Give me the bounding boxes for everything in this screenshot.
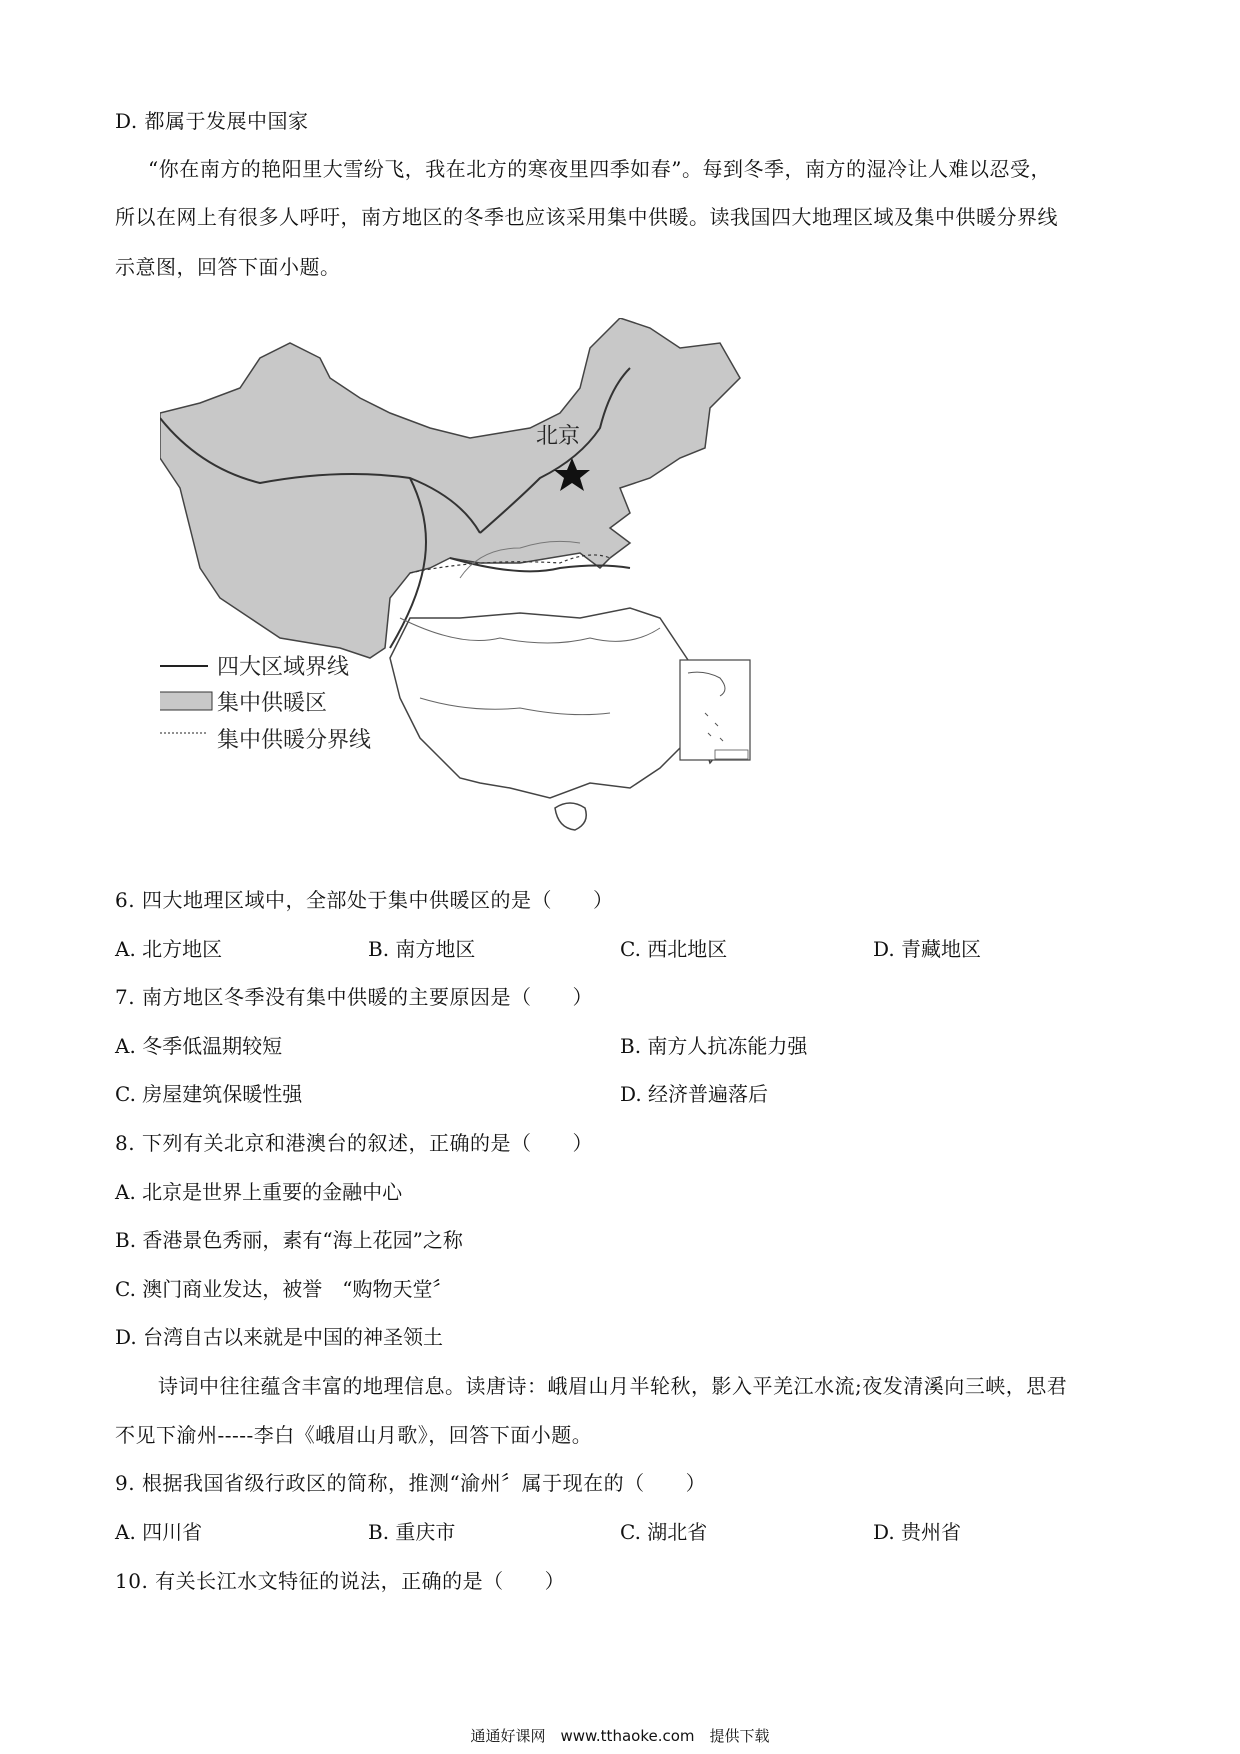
passage1-line2: 所以在网上有很多人呼吁，南方地区的冬季也应该采用集中供暖。读我国四大地理区域及集中供暖分界线	[115, 205, 1058, 229]
q9-option-d: D. 贵州省	[873, 1520, 962, 1544]
passage1-line3: 示意图，回答下面小题。	[115, 255, 341, 279]
previous-option-d: D. 都属于发展中国家	[115, 109, 309, 133]
q10-stem: 10. 有关长江水文特征的说法，正确的是（ ）	[115, 1569, 566, 1593]
q7-option-b: B. 南方人抗冻能力强	[620, 1034, 808, 1058]
q7-option-a: A. 冬季低温期较短	[115, 1034, 283, 1058]
q7-option-d: D. 经济普遍落后	[620, 1082, 769, 1106]
q6-option-c: C. 西北地区	[620, 937, 728, 961]
q8-option-a: A. 北京是世界上重要的金融中心	[115, 1180, 403, 1204]
south-china-sea-inset	[680, 660, 750, 760]
q8-option-c: C. 澳门商业发达，被誉 “购物天堂〞	[115, 1277, 453, 1301]
hainan-island	[555, 803, 586, 830]
q9-stem: 9. 根据我国省级行政区的简称，推测“渝州〞属于现在的（ ）	[115, 1471, 707, 1495]
q6-option-a: A. 北方地区	[115, 937, 223, 961]
china-heating-map	[160, 318, 860, 858]
heating-zone-shape	[160, 318, 740, 658]
q8-stem: 8. 下列有关北京和港澳台的叙述，正确的是（ ）	[115, 1131, 593, 1155]
q8-option-b: B. 香港景色秀丽，素有“海上花园”之称	[115, 1228, 463, 1252]
inset-caption-box	[715, 750, 748, 759]
q9-option-b: B. 重庆市	[368, 1520, 456, 1544]
q6-option-b: B. 南方地区	[368, 937, 476, 961]
q6-stem: 6. 四大地理区域中，全部处于集中供暖区的是（ ）	[115, 888, 614, 912]
legend-heating-boundary-label: 集中供暖分界线	[217, 728, 372, 753]
q9-option-a: A. 四川省	[115, 1520, 203, 1544]
q9-option-c: C. 湖北省	[620, 1520, 708, 1544]
passage2-line2: 不见下渝州-----李白《峨眉山月歌》，回答下面小题。	[115, 1423, 593, 1447]
page-footer: 通通好课网 www.tthaoke.com 提供下载	[470, 1727, 770, 1745]
beijing-label: 北京	[536, 424, 581, 449]
legend-region-boundary-label: 四大区域界线	[217, 655, 350, 680]
legend-heating-zone-swatch	[160, 692, 212, 710]
q7-option-c: C. 房屋建筑保暖性强	[115, 1082, 303, 1106]
q7-stem: 7. 南方地区冬季没有集中供暖的主要原因是（ ）	[115, 985, 593, 1009]
passage2-line1: 诗词中往往蕴含丰富的地理信息。读唐诗：峨眉山月半轮秋，影入平羌江水流;夜发清溪向三峡，思君	[158, 1374, 1068, 1398]
passage1-line1: “你在南方的艳阳里大雪纷飞，我在北方的寒夜里四季如春”。每到冬季，南方的湿冷让人难以忍受，	[148, 157, 1051, 181]
legend-heating-zone-label: 集中供暖区	[217, 691, 328, 716]
q6-option-d: D. 青藏地区	[873, 937, 982, 961]
q8-option-d: D. 台湾自古以来就是中国的神圣领土	[115, 1325, 444, 1349]
